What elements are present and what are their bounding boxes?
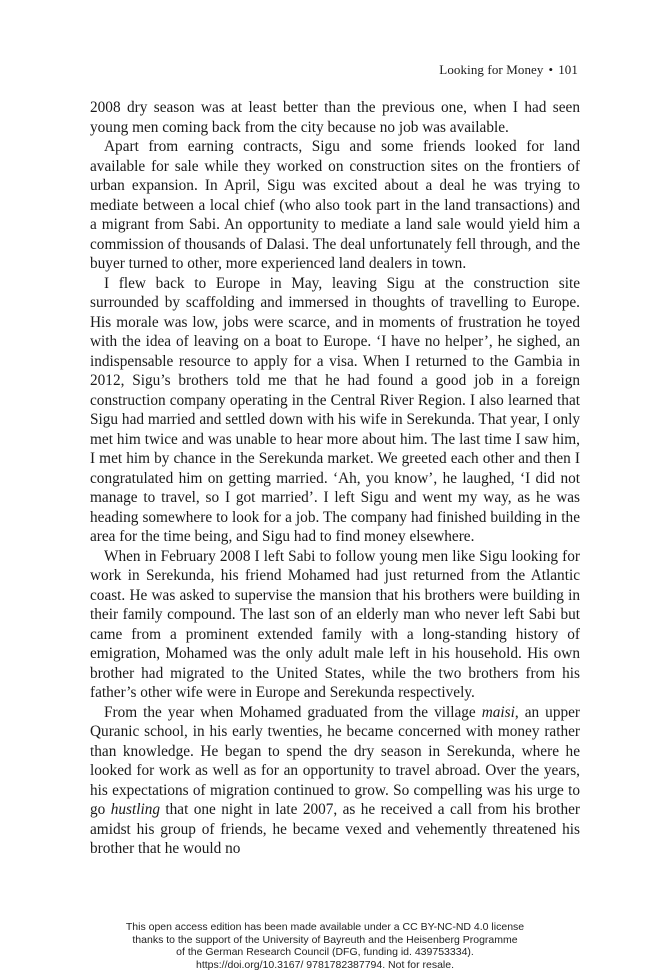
paragraph-land-deal: Apart from earning contracts, Sigu and some friends looked for land available for sale while they worked on construction sites on the frontiers of urban expansion. In April, Sigu was excited about a deal he was trying to mediate between a local chief (who also took part in the land transactions) and a migrant from Sabi. An opportunity to mediate a land sale would yield him a commission of thousands of Dalasi. The deal unfortunately fell through, and the buyer turned to other, more experienced land dealers in town. <box>90 138 580 272</box>
footer-line: thanks to the support of the University of Bayreuth and the Heisenberg Programme <box>132 933 518 946</box>
running-title: Looking for Money <box>439 62 544 77</box>
footer-line: This open access edition has been made available under a CC BY-NC-ND 4.0 license <box>125 921 525 933</box>
paragraph-back-to-europe: I flew back to Europe in May, leaving Sigu at the construction site surrounded by scaffolding and immersed in thoughts of travelling to Europe. His morale was low, jobs were scarce, and in moments of frustration he toyed with the idea of leaving on a boat to Europe. ‘I have no helper’, he sighed, an indispensable resource to apply for a visa. When I returned to the Gambia in 2012, Sigu’s brothers told me that he had found a good job in a foreign construction company operating in the Central River Region. I also learned that Sigu had married and settled down with his wife in Serekunda. That year, I only met him twice and was unable to hear more about him. The last time I saw him, I met him by chance in the Serekunda market. We greeted each other and then I congratulated him on getting married. ‘Ah, you know’, he laughed, ‘I did not manage to travel, so I got married’. I left Sigu and went my way, as he was heading somewhere to look for a job. The company had finished building in the area for the time being, and Sigu had to find money elsewhere. <box>90 274 580 545</box>
paragraph-mohamed-maisi <box>90 703 580 859</box>
paragraph-mohamed-intro: When in February 2008 I left Sabi to follow young men like Sigu looking for work in Serekunda, his friend Mohamed had just returned from the Atlantic coast. He was asked to supervise the mansion that his brothers were building in their family compound. The last son of an elderly man who never left Sabi but came from a prominent extended family with a long-standing history of emigration, Mohamed was the only adult male left in his household. His own brother had migrated to the United States, while the two brothers from his father’s other wife were in Europe and Serekunda respectively. <box>90 547 580 701</box>
footer-doi-line: https://doi.org/10.3167/ 9781782387794. Not for resale. <box>195 958 455 971</box>
page-number: 101 <box>558 62 578 77</box>
text-segment: that one night in late 2007, as he received a call from his brother amidst his group of friends, he became vexed and vehemently threatened his brother that he would no <box>90 801 581 857</box>
running-head <box>439 62 578 78</box>
header-separator: • <box>548 62 554 77</box>
paragraph-continued: 2008 dry season was at least better than the previous one, when I had seen young men coming back from the city because no job was available. <box>90 99 580 136</box>
footer-line: of the German Research Council (DFG, funding id. 439753334). <box>176 946 474 959</box>
body-text <box>90 98 580 859</box>
text-segment: , an upper Quranic school, in his early twenties, he became concerned with money rather than knowledge. He began to spend the dry season in Serekunda, where he looked for work as well as for an opportunity to travel abroad. Over the years, his expectations of migration continued to grow. So compelling was his urge to go <box>90 703 580 818</box>
license-footer <box>0 921 650 971</box>
text-segment: From the year when Mohamed graduated from the village <box>104 703 482 721</box>
italic-term-hustling: hustling <box>110 801 160 818</box>
italic-term-maisi: maisi <box>481 703 515 721</box>
